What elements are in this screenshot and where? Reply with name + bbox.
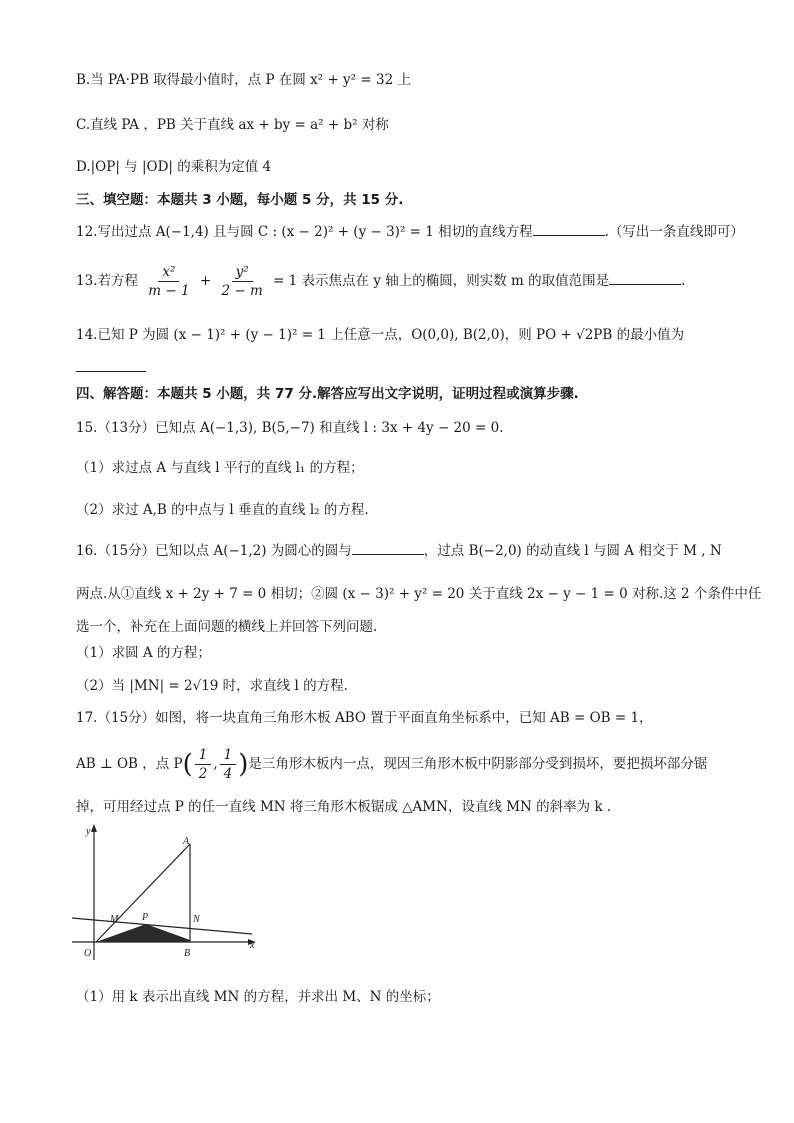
label-y: y bbox=[86, 826, 91, 837]
fraction-denominator: 2 bbox=[198, 766, 208, 782]
answer-blank[interactable] bbox=[352, 542, 424, 555]
question-13-text: = 1 表示焦点在 y 轴上的椭圆，则实数 m 的取值范围是 bbox=[273, 273, 610, 289]
question-13 bbox=[76, 262, 685, 300]
fraction bbox=[195, 746, 212, 783]
question-13-end: . bbox=[681, 273, 686, 289]
section-4-heading: 四、解答题：本题共 5 小题，共 77 分.解答应写出文字说明，证明过程或演算步骤. bbox=[76, 386, 579, 402]
label-x: x bbox=[250, 940, 255, 951]
label-o: O bbox=[84, 948, 92, 959]
label-n: N bbox=[193, 914, 200, 925]
question-17-cont: 掉，可用经过点 P 的任一直线 MN 将三角形木板锯成 △AMN，设直线 MN 的斜率为 k . bbox=[76, 799, 612, 815]
fraction bbox=[220, 746, 237, 783]
question-13-lead: 13.若方程 bbox=[76, 273, 138, 289]
fraction-numerator: 1 bbox=[195, 746, 212, 765]
question-17-lead: AB ⊥ OB ，点 P bbox=[76, 756, 183, 772]
fraction-numerator: y² bbox=[232, 263, 253, 282]
question-15-part-2: （2）求过 A,B 的中点与 l 垂直的直线 l₂ 的方程. bbox=[76, 502, 369, 518]
question-16-part-1: （1）求圆 A 的方程； bbox=[76, 645, 211, 661]
option-c: C.直线 PA ，PB 关于直线 ax + by = a² + b² 对称 bbox=[76, 117, 389, 133]
question-12-note: .（写出一条直线即可） bbox=[604, 224, 744, 240]
fraction bbox=[144, 263, 193, 300]
fraction-denominator: m − 1 bbox=[148, 283, 190, 299]
question-17: 17.（15分）如图，将一块直角三角形木板 ABO 置于平面直角坐标系中，已知 AB = OB = 1， bbox=[76, 710, 653, 726]
question-16-text: 16.（15分）已知以点 A(−1,2) 为圆心的圆与 bbox=[76, 543, 352, 559]
answer-blank[interactable] bbox=[609, 272, 681, 285]
label-p: P bbox=[142, 912, 149, 923]
fraction-numerator: 1 bbox=[220, 746, 237, 765]
question-14-blank-line bbox=[76, 358, 146, 378]
question-12 bbox=[76, 222, 744, 242]
question-16 bbox=[76, 541, 722, 561]
label-b: B bbox=[184, 948, 191, 959]
triangle-figure bbox=[66, 822, 266, 972]
section-3-heading: 三、填空题：本题共 3 小题，每小题 5 分，共 15 分. bbox=[76, 192, 404, 208]
question-16-part-2: （2）当 |MN| = 2√19 时，求直线 l 的方程. bbox=[76, 678, 348, 694]
fraction-denominator: 2 − m bbox=[221, 283, 263, 299]
question-16-instruction: 选一个，补充在上面问题的横线上并回答下列问题. bbox=[76, 619, 378, 635]
answer-blank[interactable] bbox=[533, 223, 605, 236]
plus-sign: + bbox=[199, 273, 212, 289]
option-b: B.当 PA·PB 取得最小值时，点 P 在圆 x² + y² = 32 上 bbox=[76, 72, 411, 88]
question-17-part-1: （1）用 k 表示出直线 MN 的方程，并求出 M、N 的坐标； bbox=[76, 989, 440, 1005]
question-12-text: 12.写出过点 A(−1,4) 且与圆 C : (x − 2)² + (y − 3)² = 1 相切的直线方程 bbox=[76, 224, 533, 240]
question-16-text-cont: ，过点 B(−2,0) 的动直线 l 与圆 A 相交于 M , N bbox=[423, 543, 722, 559]
question-15: 15.（13分）已知点 A(−1,3), B(5,−7) 和直线 l : 3x + 4y − 20 = 0. bbox=[76, 420, 504, 436]
label-a: A bbox=[183, 836, 190, 847]
y-arrow bbox=[91, 824, 97, 832]
fraction-numerator: x² bbox=[158, 263, 179, 282]
question-16-conditions: 两点.从①直线 x + 2y + 7 = 0 相切；②圆 (x − 3)² + y² = 20 关于直线 2x − y − 1 = 0 对称.这 2 个条件中任 bbox=[76, 586, 762, 602]
fraction bbox=[217, 263, 266, 300]
question-14: 14.已知 P 为圆 (x − 1)² + (y − 1)² = 1 上任意一点，O(0,0), B(2,0)，则 PO + √2PB 的最小值为 bbox=[76, 327, 685, 343]
question-17-point-p: AB ⊥ OB ，点 P( $\frac{1}{2}$ , $\frac{1}{4}$ )是三角形木板内一点，现因三角形木板中阴影部分受到损坏，要把损坏部分锯 bbox=[76, 747, 708, 782]
label-m: M bbox=[110, 914, 119, 925]
fraction-denominator: 4 bbox=[223, 766, 233, 782]
answer-blank[interactable] bbox=[76, 359, 146, 372]
option-d: D.|OP| 与 |OD| 的乘积为定值 4 bbox=[76, 159, 272, 175]
question-15-part-1: （1）求过点 A 与直线 l 平行的直线 l₁ 的方程； bbox=[76, 460, 364, 476]
question-17-text: 是三角形木板内一点，现因三角形木板中阴影部分受到损坏，要把损坏部分锯 bbox=[248, 756, 708, 772]
